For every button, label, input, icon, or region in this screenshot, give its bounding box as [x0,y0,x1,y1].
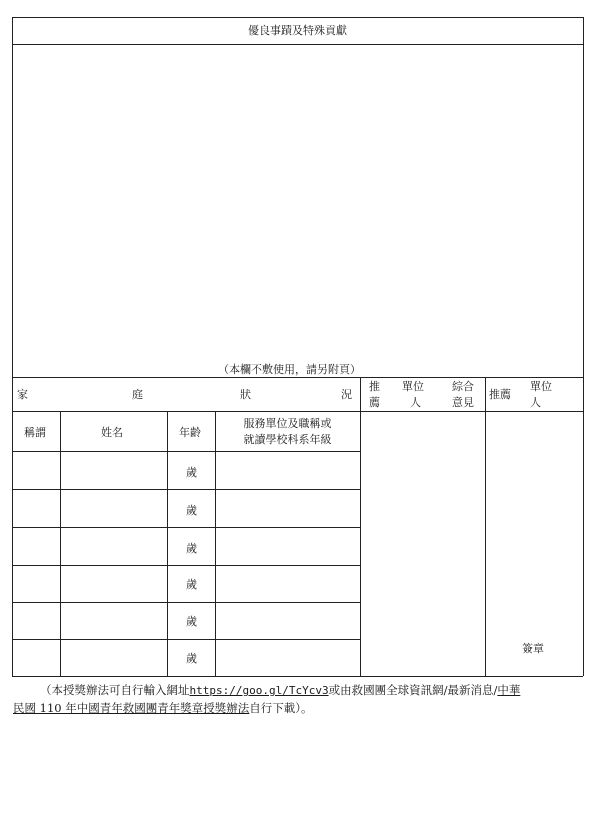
footer-text-2: 或由救國團全球資訊網/最新消息/ [328,683,498,697]
family-row-line-1 [12,451,360,452]
header-row-top-line [12,377,583,378]
recommender-unit-ren: 人 [530,396,541,409]
age-unit-row-1: 歲 [186,466,197,479]
family-label-char-3: 狀 [240,388,251,401]
family-label-char-1: 家 [17,388,28,401]
age-unit-row-3: 歲 [186,542,197,555]
footer-url-link[interactable]: https://goo.gl/TcYcv3 [189,684,329,697]
family-row-line-6 [12,639,360,640]
age-unit-row-6: 歲 [186,652,197,665]
col-name-header: 姓名 [101,426,123,439]
family-row-line-3 [12,527,360,528]
rec-yi-jian: 意見 [452,396,474,409]
footer-link-part1[interactable]: 中華 [497,683,521,697]
frame-right-line [583,17,584,676]
rec-zong-he: 綜合 [452,380,474,393]
section-title: 優良事蹟及特殊貢獻 [248,24,347,37]
family-label-char-4: 況 [341,388,352,401]
family-row-line-5 [12,602,360,603]
frame-bottom-line [12,676,583,677]
col-unit-header-line1: 服務單位及職稱或 [243,417,332,430]
footer-text-3: 自行下載）。 [249,701,313,715]
family-row-line-4 [12,565,360,566]
age-unit-row-5: 歲 [186,615,197,628]
family-label-char-2: 庭 [132,388,143,401]
footer-link-part2[interactable]: 民國 110 年中國青年救國團青年獎章授獎辦法 [13,701,250,715]
frame-top-line [12,17,583,18]
footer-note [40,681,520,700]
recommend-unit-opinion-area[interactable] [361,412,485,676]
signature-label: 簽章 [522,642,544,655]
col-unit-header-line2: 就讀學校科系年級 [243,433,332,446]
family-row-line-2 [12,489,360,490]
col-title-header: 稱謂 [24,426,46,439]
footer-text-1: （本授獎辦法可自行輸入網址 [40,683,190,697]
rec-jian: 薦 [369,396,380,409]
age-unit-row-2: 歲 [186,504,197,517]
recommender-unit-dan: 單位 [530,380,552,393]
recommender-label: 推薦 [489,388,511,401]
merit-writing-area[interactable] [13,45,583,363]
col-age-header: 年齡 [179,426,201,439]
rec-unit-ren: 人 [410,396,421,409]
overflow-note: （本欄不敷使用，請另附頁） [218,363,361,376]
footer-note-line2 [13,699,313,717]
rec-unit-dan: 單位 [402,380,424,393]
rec-tui: 推 [369,380,380,393]
recommender-signature-area[interactable] [486,412,583,676]
age-unit-row-4: 歲 [186,578,197,591]
